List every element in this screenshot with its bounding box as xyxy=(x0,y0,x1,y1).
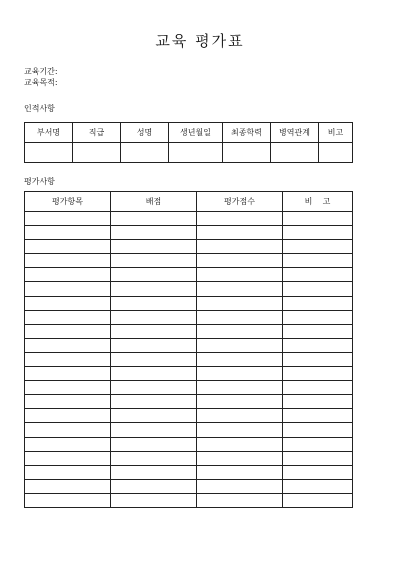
evaluation-cell[interactable] xyxy=(25,282,111,296)
evaluation-cell[interactable] xyxy=(283,381,353,395)
evaluation-cell[interactable] xyxy=(25,437,111,451)
evaluation-cell[interactable] xyxy=(283,296,353,310)
evaluation-row xyxy=(25,352,353,366)
evaluation-cell[interactable] xyxy=(283,451,353,465)
evaluation-row xyxy=(25,451,353,465)
evaluation-row xyxy=(25,493,353,507)
evaluation-cell[interactable] xyxy=(25,479,111,493)
evaluation-cell[interactable] xyxy=(111,423,197,437)
evaluation-cell[interactable] xyxy=(283,338,353,352)
header-evaluation-score: 평가점수 xyxy=(197,192,283,212)
document-title: 교육 평가표 xyxy=(155,32,245,50)
evaluation-cell[interactable] xyxy=(25,338,111,352)
evaluation-cell[interactable] xyxy=(197,395,283,409)
header-remarks: 비 고 xyxy=(283,192,353,212)
evaluation-cell[interactable] xyxy=(111,268,197,282)
evaluation-cell[interactable] xyxy=(25,268,111,282)
header-military: 병역관계 xyxy=(271,123,319,143)
evaluation-row xyxy=(25,465,353,479)
evaluation-cell[interactable] xyxy=(197,352,283,366)
evaluation-table xyxy=(24,191,353,508)
evaluation-cell[interactable] xyxy=(25,254,111,268)
evaluation-cell[interactable] xyxy=(197,493,283,507)
evaluation-cell[interactable] xyxy=(197,268,283,282)
evaluation-row xyxy=(25,338,353,352)
evaluation-cell[interactable] xyxy=(111,479,197,493)
evaluation-cell[interactable] xyxy=(25,367,111,381)
header-allotted-points: 배점 xyxy=(111,192,197,212)
evaluation-cell[interactable] xyxy=(111,367,197,381)
evaluation-cell[interactable] xyxy=(25,212,111,226)
evaluation-section-label: 평가사항 xyxy=(24,177,55,186)
evaluation-cell[interactable] xyxy=(197,451,283,465)
evaluation-cell[interactable] xyxy=(111,493,197,507)
evaluation-cell[interactable] xyxy=(283,423,353,437)
personal-info-table xyxy=(24,122,353,163)
evaluation-cell[interactable] xyxy=(111,226,197,240)
evaluation-cell[interactable] xyxy=(283,324,353,338)
cell-department[interactable] xyxy=(25,143,73,163)
training-period-label: 교육기간: xyxy=(24,67,58,76)
evaluation-cell[interactable] xyxy=(197,423,283,437)
evaluation-cell[interactable] xyxy=(25,493,111,507)
evaluation-cell[interactable] xyxy=(111,254,197,268)
header-evaluation-item: 평가항목 xyxy=(25,192,111,212)
header-name: 성명 xyxy=(121,123,169,143)
cell-military[interactable] xyxy=(271,143,319,163)
evaluation-cell[interactable] xyxy=(283,282,353,296)
evaluation-row xyxy=(25,296,353,310)
evaluation-cell[interactable] xyxy=(111,437,197,451)
evaluation-row xyxy=(25,226,353,240)
header-remarks: 비고 xyxy=(319,123,353,143)
evaluation-cell[interactable] xyxy=(283,240,353,254)
personal-info-section-label: 인적사항 xyxy=(24,104,55,113)
evaluation-cell[interactable] xyxy=(111,240,197,254)
evaluation-cell[interactable] xyxy=(197,296,283,310)
evaluation-row xyxy=(25,282,353,296)
header-birthdate: 생년월일 xyxy=(169,123,223,143)
training-purpose-label: 교육목적: xyxy=(24,78,58,87)
evaluation-cell[interactable] xyxy=(197,479,283,493)
evaluation-cell[interactable] xyxy=(111,395,197,409)
evaluation-cell[interactable] xyxy=(25,226,111,240)
evaluation-cell[interactable] xyxy=(197,310,283,324)
evaluation-row xyxy=(25,395,353,409)
cell-name[interactable] xyxy=(121,143,169,163)
cell-remarks[interactable] xyxy=(319,143,353,163)
evaluation-header-row xyxy=(25,192,353,212)
evaluation-cell[interactable] xyxy=(197,254,283,268)
evaluation-cell[interactable] xyxy=(111,212,197,226)
evaluation-cell[interactable] xyxy=(283,226,353,240)
personal-info-input-row xyxy=(25,143,353,163)
evaluation-cell[interactable] xyxy=(197,381,283,395)
evaluation-cell[interactable] xyxy=(25,381,111,395)
evaluation-cell[interactable] xyxy=(283,212,353,226)
header-position: 직급 xyxy=(73,123,121,143)
evaluation-cell[interactable] xyxy=(111,282,197,296)
evaluation-cell[interactable] xyxy=(111,381,197,395)
evaluation-cell[interactable] xyxy=(197,437,283,451)
evaluation-cell[interactable] xyxy=(25,296,111,310)
evaluation-cell[interactable] xyxy=(197,409,283,423)
personal-info-header-row xyxy=(25,123,353,143)
evaluation-cell[interactable] xyxy=(25,240,111,254)
header-education: 최종학력 xyxy=(223,123,271,143)
evaluation-cell[interactable] xyxy=(25,451,111,465)
evaluation-cell[interactable] xyxy=(111,352,197,366)
evaluation-cell[interactable] xyxy=(197,338,283,352)
evaluation-cell[interactable] xyxy=(25,465,111,479)
evaluation-cell[interactable] xyxy=(111,296,197,310)
evaluation-cell[interactable] xyxy=(197,465,283,479)
evaluation-row xyxy=(25,437,353,451)
cell-birthdate[interactable] xyxy=(169,143,223,163)
cell-education[interactable] xyxy=(223,143,271,163)
evaluation-row xyxy=(25,268,353,282)
evaluation-cell[interactable] xyxy=(283,395,353,409)
evaluation-cell[interactable] xyxy=(25,409,111,423)
evaluation-cell[interactable] xyxy=(25,423,111,437)
evaluation-cell[interactable] xyxy=(25,395,111,409)
evaluation-cell[interactable] xyxy=(197,282,283,296)
evaluation-row xyxy=(25,212,353,226)
evaluation-cell[interactable] xyxy=(283,352,353,366)
evaluation-row xyxy=(25,324,353,338)
evaluation-cell[interactable] xyxy=(111,324,197,338)
evaluation-cell[interactable] xyxy=(197,324,283,338)
evaluation-cell[interactable] xyxy=(111,451,197,465)
cell-position[interactable] xyxy=(73,143,121,163)
evaluation-body xyxy=(25,212,353,508)
evaluation-cell[interactable] xyxy=(283,254,353,268)
evaluation-row xyxy=(25,423,353,437)
evaluation-cell[interactable] xyxy=(283,310,353,324)
evaluation-cell[interactable] xyxy=(283,493,353,507)
evaluation-cell[interactable] xyxy=(111,465,197,479)
evaluation-cell[interactable] xyxy=(111,409,197,423)
evaluation-cell[interactable] xyxy=(25,310,111,324)
evaluation-cell[interactable] xyxy=(283,479,353,493)
evaluation-cell[interactable] xyxy=(197,367,283,381)
evaluation-row xyxy=(25,254,353,268)
evaluation-row xyxy=(25,381,353,395)
evaluation-cell[interactable] xyxy=(111,338,197,352)
evaluation-cell[interactable] xyxy=(283,437,353,451)
evaluation-cell[interactable] xyxy=(197,226,283,240)
evaluation-row xyxy=(25,409,353,423)
evaluation-cell[interactable] xyxy=(283,409,353,423)
evaluation-row xyxy=(25,479,353,493)
evaluation-cell[interactable] xyxy=(283,367,353,381)
evaluation-cell[interactable] xyxy=(197,240,283,254)
evaluation-cell[interactable] xyxy=(197,212,283,226)
evaluation-cell[interactable] xyxy=(25,352,111,366)
header-department: 부서명 xyxy=(25,123,73,143)
evaluation-row xyxy=(25,240,353,254)
evaluation-row xyxy=(25,367,353,381)
evaluation-cell[interactable] xyxy=(283,268,353,282)
evaluation-cell[interactable] xyxy=(283,465,353,479)
evaluation-cell[interactable] xyxy=(111,310,197,324)
evaluation-row xyxy=(25,310,353,324)
evaluation-cell[interactable] xyxy=(25,324,111,338)
